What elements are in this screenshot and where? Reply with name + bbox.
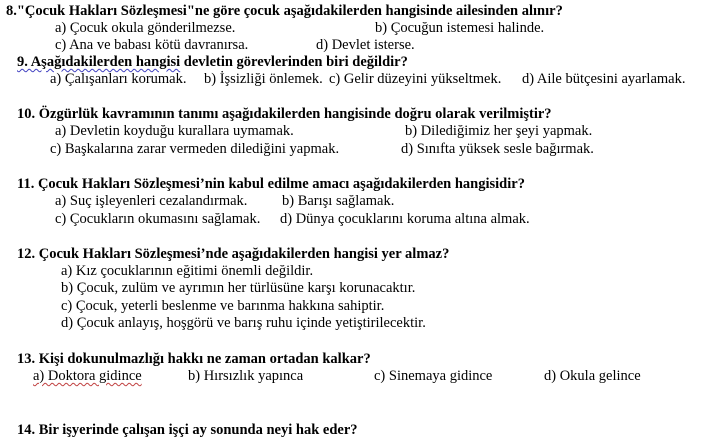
q11-option-a: a) Suç işleyenleri cezalandırmak. bbox=[55, 193, 248, 209]
q9-option-a: a) Çalışanları korumak. bbox=[50, 71, 187, 87]
question-14-title: 14. Bir işyerinde çalışan işçi ay sonunda neyi hak eder? bbox=[17, 422, 358, 438]
q9-option-c: c) Gelir düzeyini yükseltmek. bbox=[329, 71, 502, 87]
q13-option-a bbox=[33, 368, 142, 385]
q12-option-a: a) Kız çocuklarının eğitimi önemli değildir. bbox=[61, 263, 314, 279]
question-8-title: 8."Çocuk Hakları Sözleşmesi"ne göre çocuk aşağıdakilerden hangisinde ailesinden alınır? bbox=[6, 3, 563, 19]
q11-option-b: b) Barışı sağlamak. bbox=[282, 193, 395, 209]
q8-option-d: d) Devlet isterse. bbox=[316, 37, 415, 53]
q13-option-d: d) Okula gelince bbox=[544, 368, 641, 384]
q10-option-d: d) Sınıfta yüksek sesle bağırmak. bbox=[401, 141, 594, 157]
q8-option-a: a) Çocuk okula gönderilmezse. bbox=[55, 20, 236, 36]
q12-option-d: d) Çocuk anlayış, hoşgörü ve barış ruhu içinde yetiştirilecektir. bbox=[61, 315, 426, 331]
q13-option-a-label: a) Doktora gidince bbox=[33, 368, 142, 384]
q10-option-b: b) Dilediğimiz her şeyi yapmak. bbox=[405, 123, 593, 139]
q9-title-part-underlined: 9. Aşağıdakilerden hangisi bbox=[17, 54, 181, 70]
q12-option-c: c) Çocuk, yeterli beslenme ve barınma hakkına sahiptir. bbox=[61, 298, 385, 314]
q10-option-c: c) Başkalarına zarar vermeden dilediğini yapmak. bbox=[50, 141, 340, 157]
q9-option-d: d) Aile bütçesini ayarlamak. bbox=[522, 71, 686, 87]
q9-title-part-rest: devletin görevlerinden biri değildir? bbox=[180, 54, 408, 70]
question-10-title: 10. Özgürlük kavramının tanımı aşağıdakilerden hangisinde doğru olarak verilmiştir? bbox=[17, 106, 552, 122]
question-11-title: 11. Çocuk Hakları Sözleşmesi’nin kabul edilme amacı aşağıdakilerden hangisidir? bbox=[17, 176, 525, 192]
q8-option-b: b) Çocuğun istemesi halinde. bbox=[375, 20, 545, 36]
q10-option-a: a) Devletin koyduğu kurallara uymamak. bbox=[55, 123, 294, 139]
q11-option-d: d) Dünya çocuklarını koruma altına almak. bbox=[280, 211, 530, 227]
question-13-title: 13. Kişi dokunulmazlığı hakkı ne zaman ortadan kalkar? bbox=[17, 351, 371, 367]
q12-option-b: b) Çocuk, zulüm ve ayrımın her türlüsüne karşı korunacaktır. bbox=[61, 280, 416, 296]
q13-option-b: b) Hırsızlık yapınca bbox=[188, 368, 304, 384]
q11-option-c: c) Çocukların okumasını sağlamak. bbox=[55, 211, 261, 227]
q13-option-c: c) Sinemaya gidince bbox=[374, 368, 493, 384]
q9-option-b: b) İşsizliği önlemek. bbox=[204, 71, 323, 87]
q8-option-c: c) Ana ve babası kötü davranırsa. bbox=[55, 37, 249, 53]
question-9-title bbox=[17, 54, 408, 71]
question-12-title: 12. Çocuk Hakları Sözleşmesi’nde aşağıdakilerden hangisi yer almaz? bbox=[17, 246, 450, 262]
